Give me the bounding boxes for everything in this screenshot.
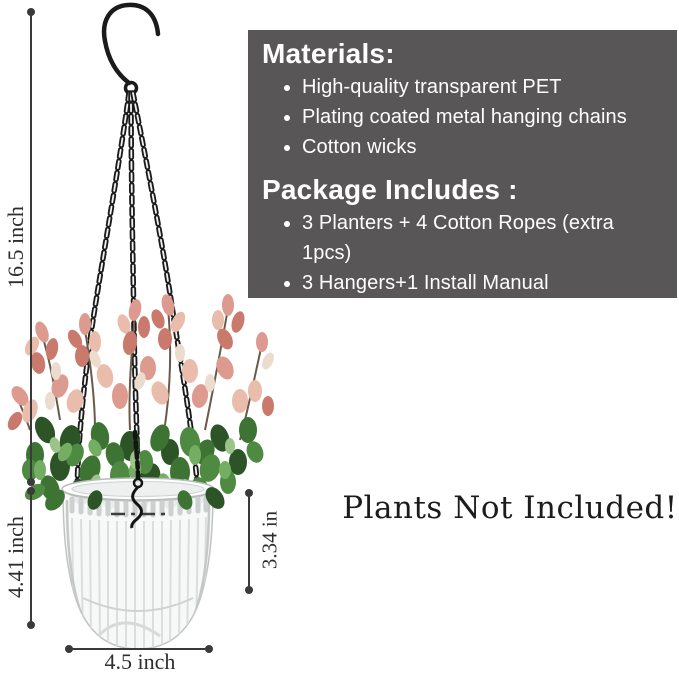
dim-line	[248, 494, 250, 589]
materials-list	[262, 72, 665, 162]
dim-dot	[27, 621, 35, 629]
package-list	[262, 208, 665, 298]
materials-item: • High-quality transparent PET	[302, 72, 665, 102]
package-title: Package Includes :	[262, 174, 518, 205]
dim-line	[30, 12, 32, 482]
dim-dot	[245, 586, 253, 594]
dim-dot	[27, 478, 35, 486]
materials-title: Materials:	[262, 38, 395, 69]
dim-label-pot-diameter: 4.5 inch	[104, 649, 176, 673]
dim-label-total-height: 16.5 inch	[3, 206, 28, 288]
disclaimer-text: Plants Not Included!	[342, 490, 678, 526]
package-item: • 3 Planters + 4 Cotton Ropes (extra 1pcs)	[302, 208, 665, 268]
dim-label-inner-height: 3.34 in	[257, 510, 282, 570]
dim-dot	[205, 645, 213, 653]
info-box	[248, 30, 677, 298]
chain-middle	[131, 93, 138, 476]
materials-item: • Plating coated metal hanging chains	[302, 102, 665, 132]
package-item: • 3 Hangers+1 Install Manual	[302, 268, 665, 298]
dim-label-pot-height: 4.41 inch	[3, 516, 28, 598]
materials-item: • Cotton wicks	[302, 132, 665, 162]
dim-line	[30, 492, 32, 624]
hanger-hook-icon	[104, 5, 158, 94]
